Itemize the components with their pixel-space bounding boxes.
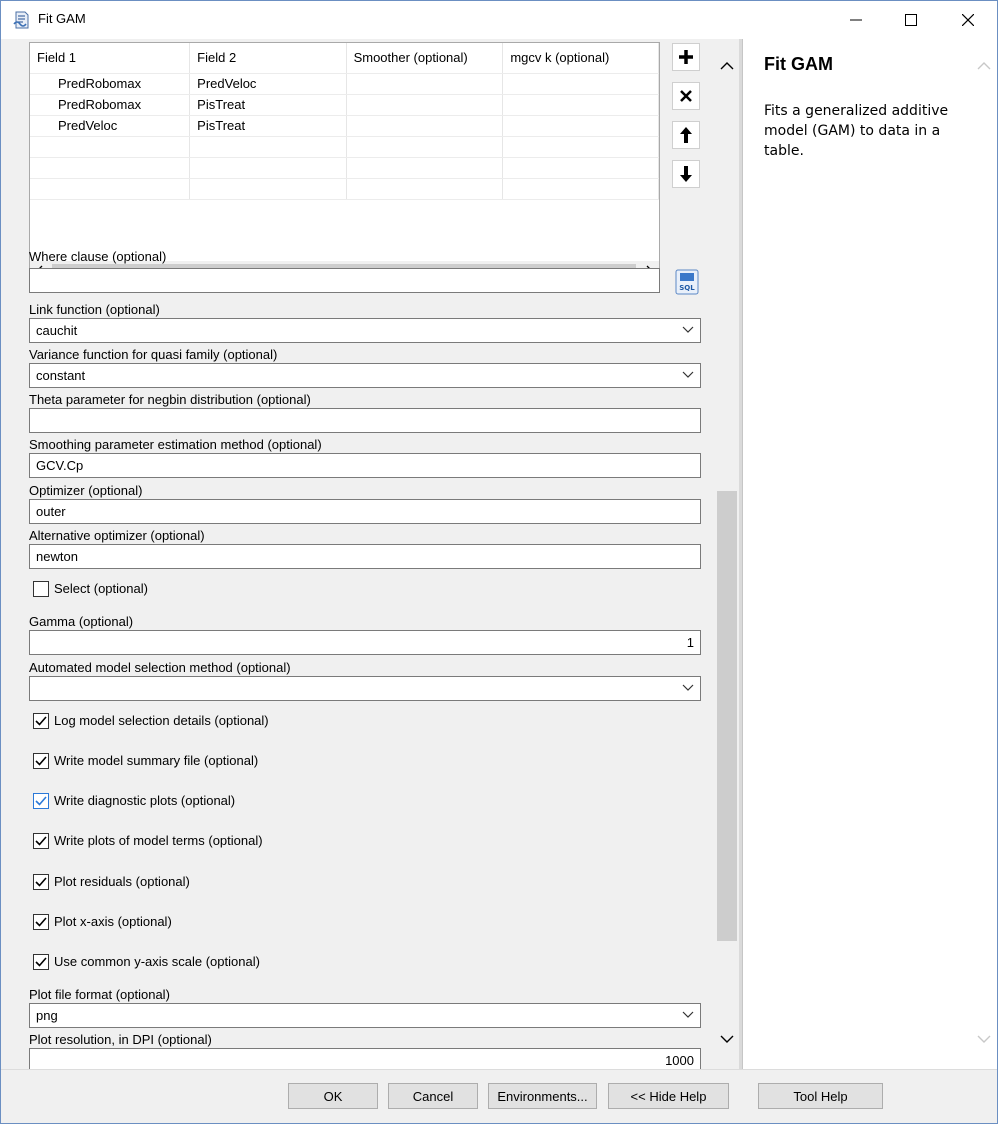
python-script-icon (13, 10, 31, 30)
maximize-icon (905, 14, 917, 26)
table-cell[interactable]: PredVeloc (30, 115, 190, 136)
environments-button[interactable]: Environments... (488, 1083, 597, 1109)
scroll-up-icon[interactable] (719, 61, 735, 71)
log-details-label[interactable]: Log model selection details (optional) (54, 713, 269, 728)
checkmark-icon (35, 795, 47, 807)
plot-format-value: png (36, 1008, 58, 1023)
delete-row-button[interactable] (672, 82, 700, 110)
theta-label: Theta parameter for negbin distribution (optional) (29, 392, 311, 407)
where-clause-label: Where clause (optional) (29, 249, 167, 264)
table-cell[interactable]: PisTreat (190, 94, 346, 115)
plot-residuals-checkbox[interactable] (33, 874, 49, 890)
chevron-down-icon (682, 326, 694, 334)
chevron-down-icon (682, 371, 694, 379)
link-function-label: Link function (optional) (29, 302, 160, 317)
chevron-down-icon (682, 1011, 694, 1019)
checkmark-icon (35, 916, 47, 928)
write-summary-checkbox[interactable] (33, 753, 49, 769)
variance-function-value: constant (36, 368, 86, 383)
write-terms-label[interactable]: Write plots of model terms (optional) (54, 833, 263, 848)
column-header-field1[interactable]: Field 1 (30, 43, 190, 73)
ok-button[interactable]: OK (288, 1083, 378, 1109)
column-header-mgcv-k[interactable]: mgcv k (optional) (503, 43, 659, 73)
move-up-button[interactable] (672, 121, 700, 149)
table-row-empty[interactable] (30, 178, 659, 199)
arrow-up-icon (679, 126, 693, 144)
title-bar (1, 1, 997, 39)
common-y-label[interactable]: Use common y-axis scale (optional) (54, 954, 260, 969)
where-clause-input[interactable] (29, 268, 660, 293)
table-cell[interactable] (346, 94, 503, 115)
smoothing-method-label: Smoothing parameter estimation method (optional) (29, 437, 322, 452)
sql-query-builder-icon[interactable] (673, 268, 701, 296)
table-row[interactable] (30, 94, 659, 115)
table-row-empty[interactable] (30, 157, 659, 178)
chevron-down-icon (682, 684, 694, 692)
alt-optimizer-input[interactable]: newton (29, 544, 701, 569)
fields-table (29, 42, 660, 282)
select-checkbox[interactable] (33, 581, 49, 597)
svg-text:SQL: SQL (679, 284, 695, 292)
table-cell[interactable] (346, 73, 503, 94)
table-cell[interactable] (503, 94, 659, 115)
scroll-down-icon[interactable] (976, 1034, 992, 1044)
table-row-empty[interactable] (30, 136, 659, 157)
table-cell[interactable]: PredRobomax (30, 94, 190, 115)
checkmark-icon (35, 876, 47, 888)
checkmark-icon (35, 835, 47, 847)
optimizer-label: Optimizer (optional) (29, 483, 143, 498)
optimizer-input[interactable]: outer (29, 499, 701, 524)
plot-residuals-label[interactable]: Plot residuals (optional) (54, 874, 190, 889)
delete-icon (679, 89, 693, 103)
checkmark-icon (35, 715, 47, 727)
close-button[interactable] (939, 1, 997, 39)
plot-format-select[interactable] (29, 1003, 701, 1028)
plot-format-label: Plot file format (optional) (29, 987, 170, 1002)
minimize-icon (850, 14, 862, 26)
plot-xaxis-checkbox[interactable] (33, 914, 49, 930)
table-cell[interactable] (503, 73, 659, 94)
parameters-pane (2, 39, 739, 1069)
table-cell[interactable] (346, 115, 503, 136)
scrollbar-thumb[interactable] (717, 491, 737, 941)
cancel-button[interactable]: Cancel (388, 1083, 478, 1109)
auto-selection-label: Automated model selection method (optional) (29, 660, 291, 675)
alt-optimizer-label: Alternative optimizer (optional) (29, 528, 205, 543)
close-icon (962, 14, 974, 26)
checkmark-icon (35, 956, 47, 968)
gamma-label: Gamma (optional) (29, 614, 134, 629)
hide-help-button[interactable]: << Hide Help (608, 1083, 729, 1109)
table-cell[interactable]: PredRobomax (30, 73, 190, 94)
button-bar (1, 1069, 997, 1124)
write-terms-checkbox[interactable] (33, 833, 49, 849)
variance-function-select[interactable] (29, 363, 701, 388)
arrow-down-icon (679, 165, 693, 183)
add-row-button[interactable] (672, 43, 700, 71)
move-down-button[interactable] (672, 160, 700, 188)
link-function-value: cauchit (36, 323, 78, 338)
plot-resolution-label: Plot resolution, in DPI (optional) (29, 1032, 212, 1047)
plus-icon (678, 49, 694, 65)
auto-selection-select[interactable] (29, 676, 701, 701)
plot-xaxis-label[interactable]: Plot x-axis (optional) (54, 914, 172, 929)
minimize-button[interactable] (827, 1, 885, 39)
log-details-checkbox[interactable] (33, 713, 49, 729)
scroll-up-icon[interactable] (976, 61, 992, 71)
select-label[interactable]: Select (optional) (54, 581, 148, 596)
gamma-input[interactable]: 1 (29, 630, 701, 655)
smoothing-method-input[interactable]: GCV.Cp (29, 453, 701, 478)
write-diagnostic-label[interactable]: Write diagnostic plots (optional) (54, 793, 236, 808)
table-cell[interactable]: PredVeloc (190, 73, 346, 94)
plot-resolution-input[interactable]: 1000 (29, 1048, 701, 1069)
scroll-down-icon[interactable] (719, 1034, 735, 1044)
link-function-select[interactable] (29, 318, 701, 343)
table-row[interactable] (30, 73, 659, 94)
column-header-smoother[interactable]: Smoother (optional) (346, 43, 503, 73)
help-pane (742, 39, 997, 1069)
maximize-button[interactable] (882, 1, 940, 39)
tool-help-button[interactable]: Tool Help (758, 1083, 883, 1109)
help-description: Fits a generalized additive model (GAM) to data in a table. (764, 103, 949, 159)
table-row[interactable] (30, 115, 659, 136)
vertical-scrollbar[interactable] (715, 39, 739, 1069)
common-y-checkbox[interactable] (33, 954, 49, 970)
write-diagnostic-checkbox[interactable] (33, 793, 49, 809)
checkmark-icon (35, 755, 47, 767)
window-title: Fit GAM (38, 11, 86, 26)
table-cell[interactable]: PisTreat (190, 115, 346, 136)
column-header-field2[interactable]: Field 2 (190, 43, 346, 73)
help-title: Fit GAM (764, 54, 833, 74)
write-summary-label[interactable]: Write model summary file (optional) (54, 753, 259, 768)
table-cell[interactable] (503, 115, 659, 136)
table-header (30, 43, 659, 73)
variance-function-label: Variance function for quasi family (optional) (29, 347, 278, 362)
theta-input[interactable] (29, 408, 701, 433)
